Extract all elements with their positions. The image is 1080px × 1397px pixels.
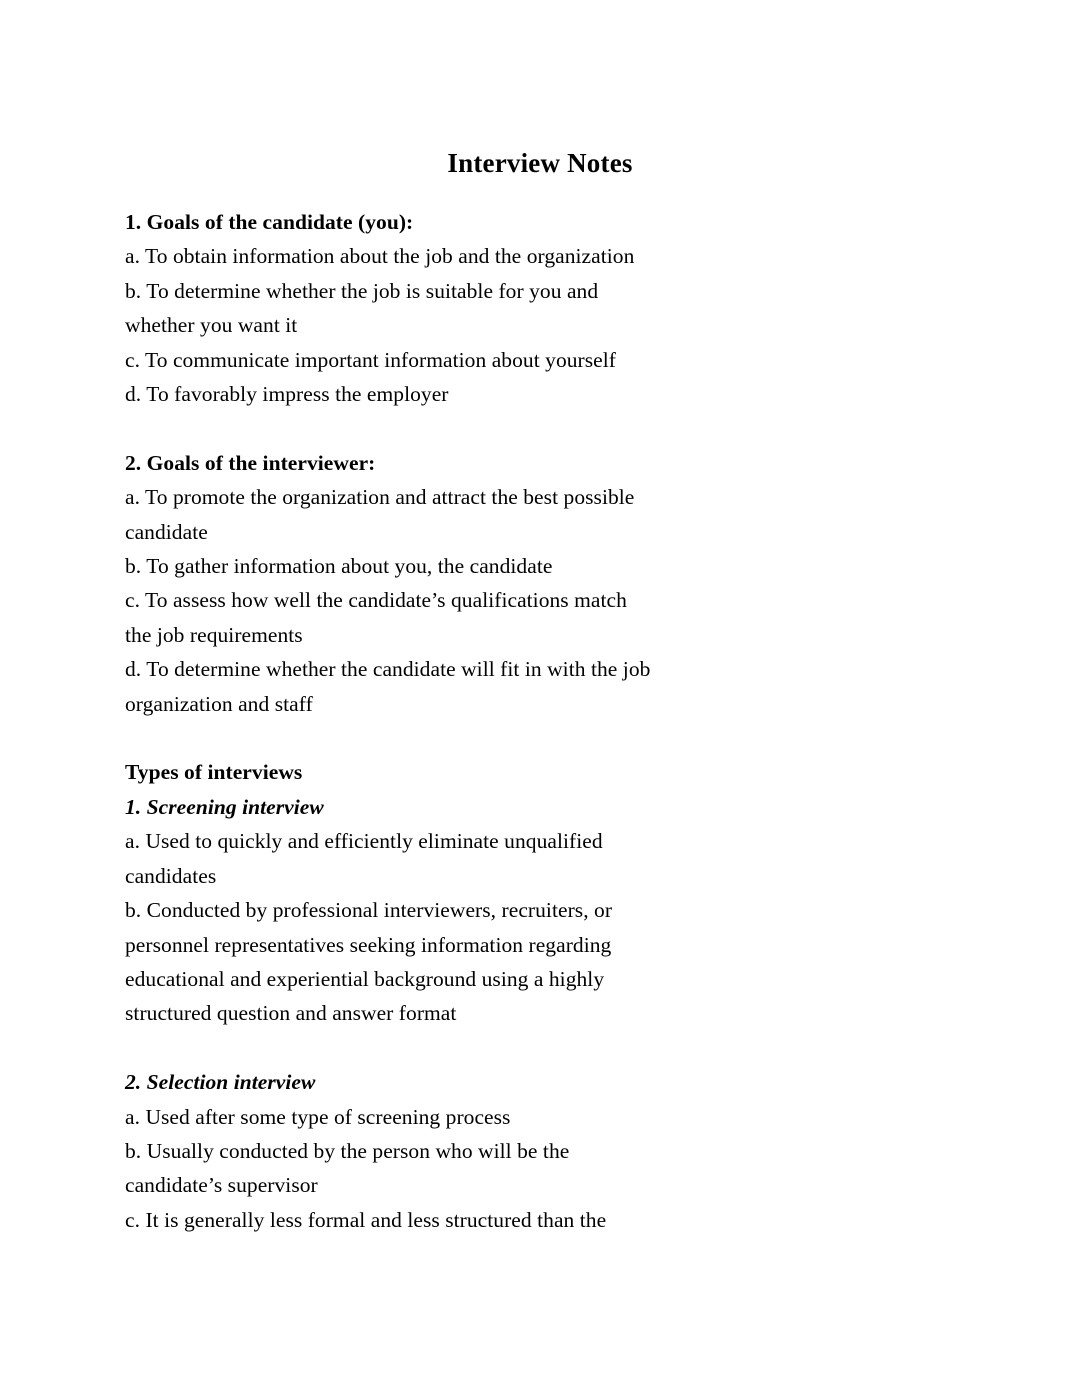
body-line: c. To communicate important information about yourself — [125, 347, 616, 372]
section-subheading: 1. Screening interview — [125, 794, 324, 819]
body-line: b. Usually conducted by the person who will be the — [125, 1138, 570, 1163]
body-line: personnel representatives seeking information regarding — [125, 932, 612, 957]
body-line: candidates — [125, 863, 217, 888]
section-heading: Types of interviews — [125, 760, 303, 785]
section-types-of-interviews — [125, 755, 750, 1030]
body-line: structured question and answer format — [125, 1001, 457, 1026]
body-line: a. Used to quickly and efficiently eliminate unqualified — [125, 829, 603, 854]
body-line: d. To favorably impress the employer — [125, 382, 449, 407]
body-line: b. To determine whether the job is suitable for you and — [125, 278, 599, 303]
body-line: organization and staff — [125, 691, 313, 716]
page-title: Interview Notes — [447, 148, 633, 179]
body-line: b. Conducted by professional interviewers, recruiters, or — [125, 898, 613, 923]
section-goals-interviewer — [125, 446, 750, 721]
section-heading: 2. Goals of the interviewer: — [125, 450, 376, 475]
section-selection-interview — [125, 1065, 750, 1237]
body-line: c. To assess how well the candidate’s qualifications match — [125, 588, 627, 613]
body-line: whether you want it — [125, 313, 298, 338]
body-line: d. To determine whether the candidate will fit in with the job — [125, 657, 651, 682]
body-line: the job requirements — [125, 622, 303, 647]
body-line: candidate — [125, 519, 208, 544]
body-line: c. It is generally less formal and less structured than the — [125, 1207, 607, 1232]
paragraph-spacer — [125, 1031, 750, 1065]
body-line: educational and experiential background using a highly — [125, 966, 605, 991]
body-line: a. To promote the organization and attract the best possible — [125, 485, 635, 510]
section-goals-candidate — [125, 205, 750, 411]
section-subheading: 2. Selection interview — [125, 1070, 316, 1095]
body-line: candidate’s supervisor — [125, 1173, 318, 1198]
paragraph-spacer — [125, 721, 750, 755]
body-line: a. To obtain information about the job and the organization — [125, 244, 635, 269]
body-line: b. To gather information about you, the candidate — [125, 554, 553, 579]
document-body — [125, 205, 750, 1237]
body-line: a. Used after some type of screening process — [125, 1104, 511, 1129]
paragraph-spacer — [125, 411, 750, 445]
section-heading: 1. Goals of the candidate (you): — [125, 210, 414, 234]
